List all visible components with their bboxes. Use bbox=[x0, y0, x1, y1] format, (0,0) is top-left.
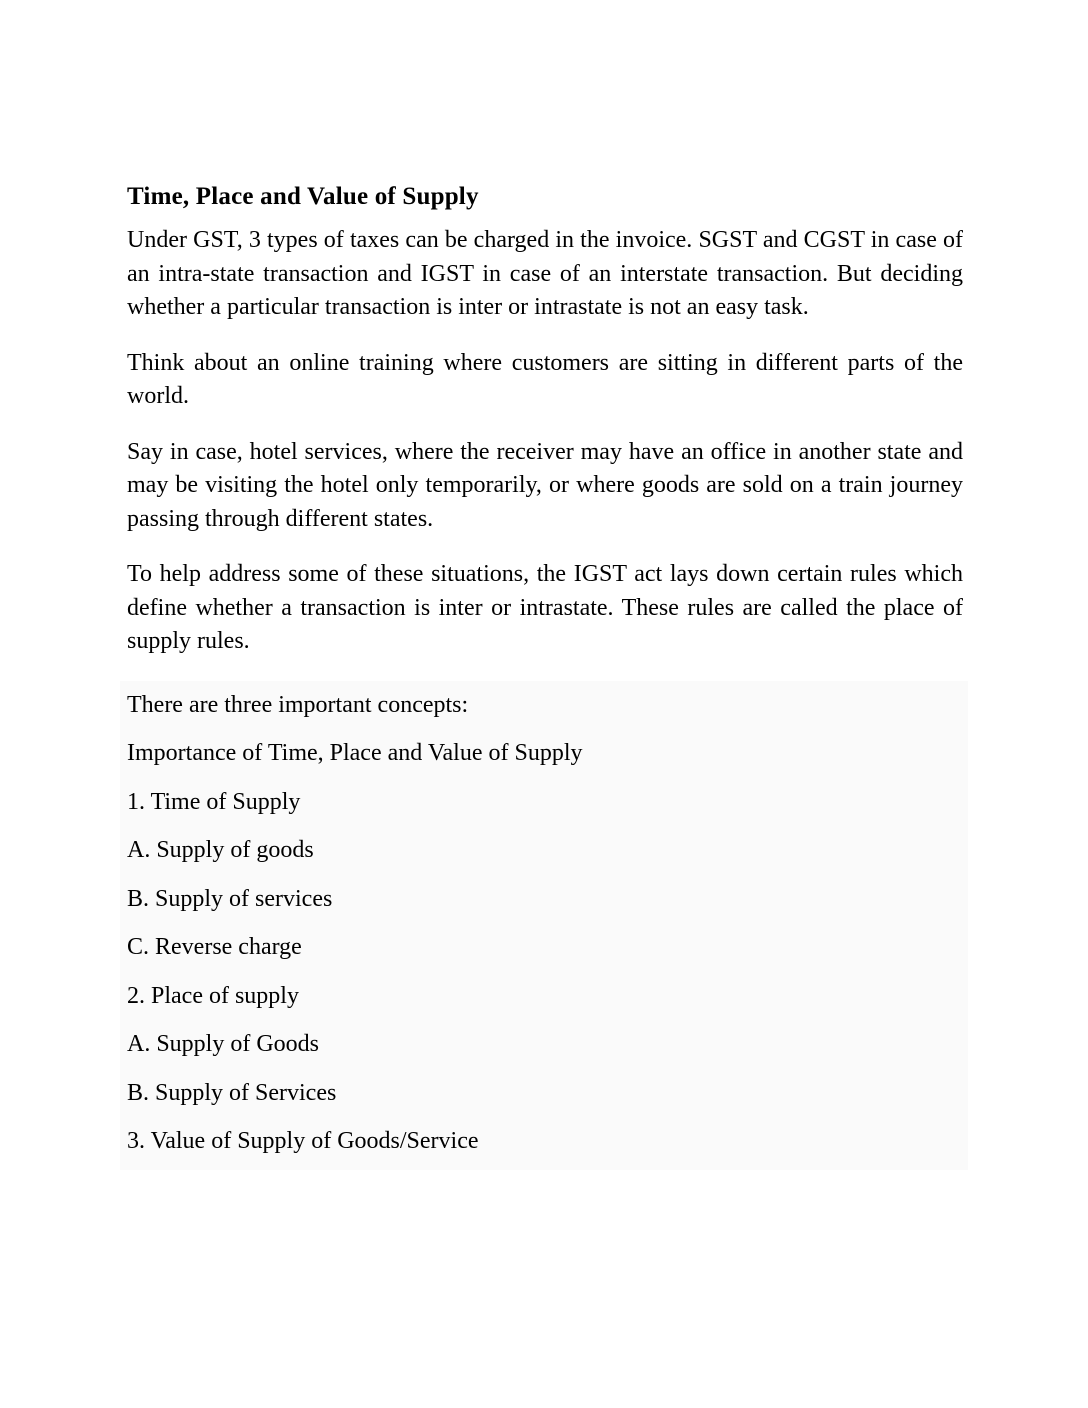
box-line-reverse-charge: C. Reverse charge bbox=[127, 934, 302, 960]
paragraph-online-training: Think about an online training where customers are sitting in different parts of the world. bbox=[127, 349, 963, 409]
box-line-place-of-supply: 2. Place of supply bbox=[127, 982, 299, 1009]
box-line-place-supply-goods: A. Supply of Goods bbox=[127, 1031, 320, 1057]
page-title: Time, Place and Value of Supply bbox=[127, 183, 479, 210]
box-line-time-of-supply: 1. Time of Supply bbox=[127, 788, 301, 815]
box-line-supply-of-goods: A. Supply of goods bbox=[127, 837, 314, 863]
box-line-supply-of-services: B. Supply of services bbox=[127, 885, 333, 912]
box-line-place-supply-services: B. Supply of Services bbox=[127, 1079, 337, 1106]
box-line-value-of-supply: 3. Value of Supply of Goods/Service bbox=[127, 1128, 479, 1154]
box-line-importance: Importance of Time, Place and Value of Supply bbox=[127, 740, 583, 766]
paragraph-hotel-services: Say in case, hotel services, where the receiver may have an office in another state and may be visiting the hotel only temporarily, or where goods are sold on a train journey passing through different states. bbox=[127, 438, 963, 532]
paragraph-igst-act-rules: To help address some of these situations, the IGST act lays down certain rules which define whether a transaction is inter or intrastate. These rules are called the place of supply rules. bbox=[127, 561, 963, 654]
document-content bbox=[127, 180, 963, 1170]
paragraph-gst-tax-types: Under GST, 3 types of taxes can be charged in the invoice. SGST and CGST in case of an intra-state transaction and IGST in case of an interstate transaction. But deciding whether a particular transaction is inter or intrastate is not an easy task. bbox=[127, 227, 963, 320]
box-line-intro: There are three important concepts: bbox=[127, 691, 469, 718]
highlight-box bbox=[120, 681, 968, 1171]
